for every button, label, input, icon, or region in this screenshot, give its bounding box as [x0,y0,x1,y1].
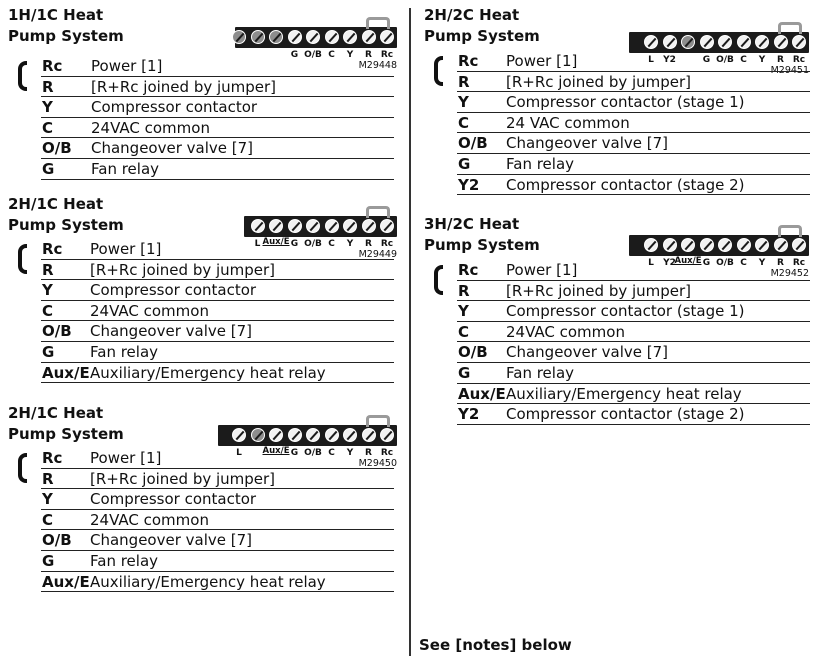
wiring-row [41,448,394,469]
wire-terminal: R [458,281,470,300]
wiring-row [41,239,394,260]
wiring-row [41,301,394,322]
terminal-screw-icon [663,35,677,49]
model-number: M29449 [358,249,397,260]
terminal-screw-icon [774,238,788,252]
terminal-screw-icon [251,428,265,442]
terminal-screw-icon [269,219,283,233]
wiring-section [8,194,400,394]
terminal-screw-icon [737,35,751,49]
section-title-line: Pump System [8,27,124,45]
terminal-screw-icon [251,30,265,44]
wire-terminal: Rc [42,449,63,467]
wire-terminal: Y [42,490,53,509]
wire-terminal: G [42,160,55,178]
wire-description: [R+Rc joined by jumper] [91,77,277,96]
terminal-label: Y [346,50,354,60]
wiring-row [41,469,394,490]
terminal-label: G [702,55,711,65]
terminal-label: Rc [380,448,394,458]
wire-terminal: G [458,364,471,382]
wire-terminal: Aux/E [42,572,90,591]
wire-description: Compressor contactor (stage 2) [506,175,745,194]
wire-description: Compressor contactor [91,98,258,117]
terminal-screw-icon [232,30,246,44]
wiring-row [457,133,810,154]
terminal-label: C [328,448,335,458]
wire-terminal: G [42,343,55,361]
wire-terminal: O/B [42,322,72,341]
terminal-screw-icon [681,238,695,252]
wire-description: Power [1] [90,240,162,258]
wire-description: 24VAC common [91,118,210,137]
wire-description: 24VAC common [90,301,209,320]
wire-description: Power [1] [90,449,162,467]
terminal-screw-icon [792,35,806,49]
section-title-line: Pump System [8,216,124,234]
terminal-screw-icon [362,219,376,233]
terminal-label: L [648,55,654,65]
terminal-label: Y [346,448,354,458]
wire-description: Auxiliary/Emergency heat relay [506,384,742,403]
terminal-label: Rc [792,55,806,65]
terminal-screw-icon [681,35,695,49]
wire-description: Compressor contactor [90,490,257,509]
wire-description: Compressor contactor (stage 1) [506,302,745,321]
terminal-screw-icon [380,428,394,442]
wiring-row [41,321,394,342]
terminal-screw-icon [269,428,283,442]
terminal-strip [244,216,397,237]
model-number: M29450 [358,458,397,469]
terminal-screw-icon [737,238,751,252]
rc-r-bracket-icon [18,453,27,483]
jumper-wire-icon [366,17,391,29]
terminal-label: G [290,50,299,60]
terminal-label: R [777,55,784,65]
wire-description: Compressor contactor (stage 2) [506,405,745,424]
terminal-label: Rc [380,50,394,60]
wire-terminal: G [42,552,55,570]
terminal-label: G [702,258,711,268]
wiring-row [41,342,394,363]
terminal-label: O/B [716,55,734,65]
wire-description: [R+Rc joined by jumper] [506,72,692,91]
terminal-label: G [290,239,299,249]
wire-terminal: Y [458,93,469,112]
wire-terminal: Rc [42,57,63,75]
terminal-label: Aux/E [262,446,290,456]
wiring-row [457,404,810,425]
terminal-label: R [365,448,372,458]
wire-terminal: C [42,301,54,320]
terminal-label: Rc [792,258,806,268]
wiring-section [8,5,400,205]
wire-terminal: O/B [42,531,72,550]
section-title-line: Pump System [424,236,540,254]
wiring-row [41,489,394,510]
wiring-row [457,363,810,384]
wire-description: Changeover valve [7] [506,343,669,362]
wiring-row [41,56,394,77]
terminal-screw-icon [755,238,769,252]
wire-terminal: Rc [458,261,479,279]
section-title [8,194,124,236]
section-title-line: Pump System [8,425,124,443]
terminal-screw-icon [663,238,677,252]
terminal-label: C [740,258,747,268]
terminal-screw-icon [362,30,376,44]
terminal-screw-icon [251,219,265,233]
section-title [424,214,540,256]
section-title-line: 2H/1C Heat [8,195,104,213]
wire-terminal: Y2 [458,175,480,194]
terminal-screw-icon [343,428,357,442]
wire-description: 24VAC common [506,322,625,341]
wire-terminal: C [42,510,54,529]
wire-terminal: Y [42,281,53,300]
model-number: M29451 [770,65,809,76]
wire-description: Fan relay [506,155,575,173]
wire-description: Changeover valve [7] [506,134,669,153]
section-title-line: Pump System [424,27,540,45]
terminal-screw-icon [325,30,339,44]
wire-description: Power [1] [506,52,578,70]
wire-terminal: O/B [42,139,72,158]
wire-terminal: Rc [42,240,63,258]
wiring-row [457,260,810,281]
wire-terminal: Aux/E [42,363,90,382]
terminal-screw-icon [380,219,394,233]
wiring-row [41,280,394,301]
wiring-section [424,5,816,205]
terminal-label: O/B [304,50,322,60]
section-title [8,403,124,445]
terminal-screw-icon [774,35,788,49]
terminal-screw-icon [343,219,357,233]
terminal-screw-icon [755,35,769,49]
wiring-row [41,138,394,159]
wiring-row [457,322,810,343]
terminal-screw-icon [644,35,658,49]
wiring-row [41,510,394,531]
wiring-row [457,92,810,113]
terminal-label: O/B [716,258,734,268]
wiring-row [41,363,394,384]
jumper-wire-icon [366,206,391,218]
terminal-screw-icon [288,30,302,44]
wire-terminal: R [42,77,54,96]
terminal-label: L [254,239,261,249]
terminal-screw-icon [269,30,283,44]
terminal-label: L [236,448,242,458]
column-divider [409,8,411,656]
terminal-screw-icon [325,219,339,233]
wiring-row [457,154,810,175]
terminal-label: R [365,50,372,60]
wiring-row [457,51,810,72]
wire-terminal: R [42,469,54,488]
terminal-label: Y2 [663,55,676,65]
wiring-row [41,530,394,551]
terminal-label: O/B [304,448,322,458]
rc-r-bracket-icon [434,265,443,295]
wire-terminal: Aux/E [458,384,506,403]
jumper-wire-icon [778,225,803,237]
terminal-label: C [740,55,747,65]
terminal-screw-icon [288,428,302,442]
wiring-section [424,214,816,424]
wire-description: 24VAC common [90,510,209,529]
wire-terminal: Rc [458,52,479,70]
wire-description: Changeover valve [7] [91,139,254,158]
wire-description: [R+Rc joined by jumper] [90,260,276,279]
wiring-row [41,551,394,572]
terminal-screw-icon [792,238,806,252]
terminal-label: R [777,258,784,268]
wire-description: Power [1] [506,261,578,279]
section-title-line: 1H/1C Heat [8,6,104,24]
terminal-label: Rc [380,239,394,249]
section-title [424,5,540,47]
wire-terminal: R [42,260,54,279]
terminal-screw-icon [306,30,320,44]
terminal-screw-icon [718,238,732,252]
footer-note: See [notes] below [419,636,572,654]
terminal-screw-icon [325,428,339,442]
terminal-screw-icon [362,428,376,442]
terminal-screw-icon [718,35,732,49]
wire-description: Auxiliary/Emergency heat relay [90,363,326,382]
wire-description: Power [1] [91,57,163,75]
terminal-screw-icon [288,219,302,233]
wire-description: Fan relay [91,160,160,178]
section-title-line: 2H/1C Heat [8,404,104,422]
rc-r-bracket-icon [18,61,27,91]
terminal-label: Y2 [663,258,676,268]
wiring-row [41,260,394,281]
wire-description: Compressor contactor [90,281,257,300]
wiring-row [41,118,394,139]
terminal-screw-icon [232,428,246,442]
wire-terminal: O/B [458,343,488,362]
wire-terminal: Y [42,98,53,117]
model-number: M29452 [770,268,809,279]
wiring-row [457,113,810,134]
terminal-strip [629,32,809,53]
section-title-line: 2H/2C Heat [424,6,520,24]
wire-description: [R+Rc joined by jumper] [90,469,276,488]
wiring-row [457,175,810,196]
wire-terminal: Y [458,302,469,321]
terminal-screw-icon [644,238,658,252]
terminal-label: R [365,239,372,249]
wire-description: Fan relay [90,343,159,361]
wire-terminal: Y2 [458,405,480,424]
model-number: M29448 [358,60,397,71]
jumper-wire-icon [778,22,803,34]
wire-description: [R+Rc joined by jumper] [506,281,692,300]
wire-terminal: C [42,118,54,137]
wire-terminal: C [458,113,470,132]
terminal-label: Aux/E [674,256,702,266]
wiring-row [457,72,810,93]
wiring-row [457,301,810,322]
wire-description: Fan relay [90,552,159,570]
wiring-row [41,572,394,593]
wire-description: Fan relay [506,364,575,382]
terminal-screw-icon [380,30,394,44]
wire-terminal: R [458,72,470,91]
wire-terminal: C [458,322,470,341]
terminal-label: Y [758,55,766,65]
terminal-label: Y [346,239,354,249]
terminal-label: C [328,50,335,60]
terminal-screw-icon [306,219,320,233]
wire-description: Changeover valve [7] [90,531,253,550]
wiring-row [457,281,810,302]
wire-description: Auxiliary/Emergency heat relay [90,572,326,591]
terminal-label: L [648,258,654,268]
rc-r-bracket-icon [434,56,443,86]
terminal-label: Y [758,258,766,268]
wiring-row [41,77,394,98]
terminal-board [235,17,397,71]
terminal-label: C [328,239,335,249]
section-title-line: 3H/2C Heat [424,215,520,233]
wire-description: Compressor contactor (stage 1) [506,93,745,112]
terminal-strip [235,27,397,48]
rc-r-bracket-icon [18,244,27,274]
terminal-label: O/B [304,239,322,249]
terminal-screw-icon [700,238,714,252]
terminal-screw-icon [306,428,320,442]
terminal-label: Aux/E [262,237,290,247]
terminal-strip [218,425,397,446]
wiring-row [41,97,394,118]
wire-description: Changeover valve [7] [90,322,253,341]
terminal-screw-icon [343,30,357,44]
section-title [8,5,124,47]
wiring-row [457,384,810,405]
wiring-row [41,159,394,180]
wire-terminal: O/B [458,134,488,153]
wiring-section [8,403,400,603]
wire-description: 24 VAC common [506,113,630,132]
terminal-strip [629,235,809,256]
wire-terminal: G [458,155,471,173]
jumper-wire-icon [366,415,391,427]
terminal-label: G [290,448,299,458]
terminal-screw-icon [700,35,714,49]
wiring-row [457,342,810,363]
